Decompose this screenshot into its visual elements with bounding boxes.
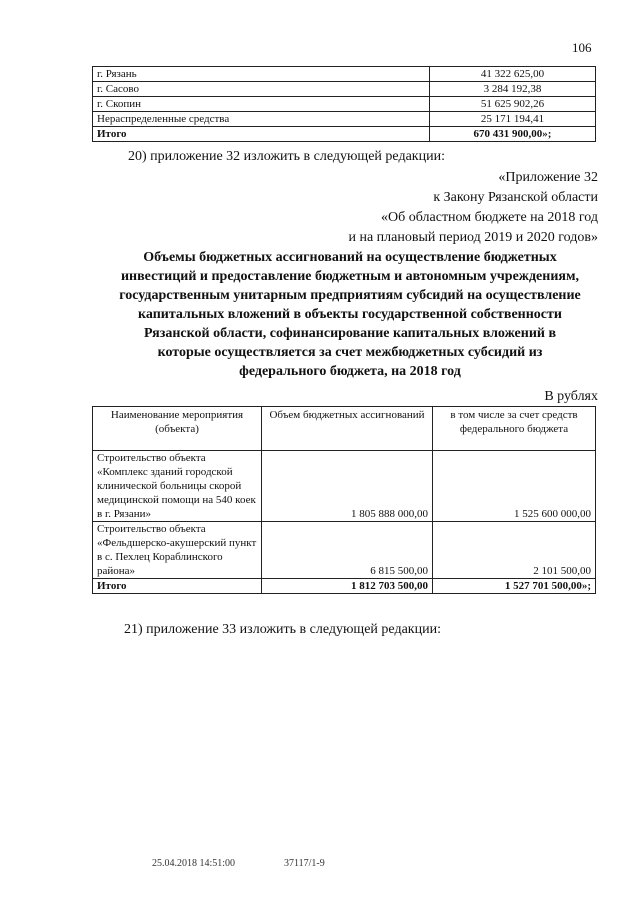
column-header-amount: Объем бюджетных ассигнований: [262, 407, 433, 451]
district-name: Нераспределенные средства: [93, 112, 430, 127]
total-amount: 670 431 900,00»;: [430, 127, 596, 142]
appendix-line: «Об областном бюджете на 2018 год: [381, 210, 598, 225]
district-amount: 25 171 194,41: [430, 112, 596, 127]
object-name: Строительство объекта «Фельдшерско-акушерский пункт в с. Пехлец Кораблинского района»: [93, 522, 262, 579]
instruction-21: 21) приложение 33 изложить в следующей редакции:: [124, 622, 441, 637]
footer-timestamp: 25.04.2018 14:51:00: [152, 858, 236, 869]
column-header-federal: в том числе за счет средств федерального бюджета: [433, 407, 596, 451]
footer-doc-code: 37117/1-9: [284, 858, 325, 869]
object-federal-amount: 2 101 500,00: [433, 522, 596, 579]
title-line: государственным унитарным предприятиям субсидий на осуществление: [119, 288, 581, 303]
table-row: [93, 112, 596, 127]
table-header-row: [93, 407, 596, 451]
table-row: [93, 451, 596, 522]
title-line: Объемы бюджетных ассигнований на осуществление бюджетных: [143, 250, 557, 265]
document-title: [70, 248, 630, 381]
total-row: [93, 127, 596, 142]
investment-table: [92, 406, 596, 594]
total-federal-amount: 1 527 701 500,00»;: [433, 579, 596, 594]
title-line: капитальных вложений в объекты государственной собственности: [138, 307, 562, 322]
object-amount: 1 805 888 000,00: [262, 451, 433, 522]
district-amount: 3 284 192,38: [430, 82, 596, 97]
total-amount: 1 812 703 500,00: [262, 579, 433, 594]
units-label: В рублях: [544, 389, 598, 404]
object-federal-amount: 1 525 600 000,00: [433, 451, 596, 522]
title-line: Рязанской области, софинансирование капитальных вложений в: [143, 326, 557, 341]
district-amount: 51 625 902,26: [430, 97, 596, 112]
appendix-line: к Закону Рязанской области: [433, 190, 598, 205]
total-row: [93, 579, 596, 594]
object-amount: 6 815 500,00: [262, 522, 433, 579]
district-allocation-table: [92, 66, 596, 142]
title-line: инвестиций и предоставление бюджетным и автономным учреждениям,: [120, 269, 579, 284]
district-name: г. Скопин: [93, 97, 430, 112]
total-label: Итого: [93, 579, 262, 594]
district-name: г. Сасово: [93, 82, 430, 97]
title-line: федерального бюджета, на 2018 год: [239, 364, 461, 379]
appendix-line: и на плановый период 2019 и 2020 годов»: [348, 230, 598, 245]
appendix-line: «Приложение 32: [498, 170, 598, 185]
column-header-name: Наименование мероприятия (объекта): [93, 407, 262, 451]
object-name: Строительство объекта «Комплекс зданий городской клинической больницы скорой медицинской помощи на 540 коек в г. Рязани»: [93, 451, 262, 522]
title-line: которые осуществляется за счет межбюджетных субсидий из: [157, 345, 543, 360]
table-row: [93, 97, 596, 112]
total-label: Итого: [93, 127, 430, 142]
table-row: [93, 522, 596, 579]
district-name: г. Рязань: [93, 67, 430, 82]
table-row: [93, 67, 596, 82]
instruction-20: 20) приложение 32 изложить в следующей редакции:: [128, 149, 445, 164]
district-amount: 41 322 625,00: [430, 67, 596, 82]
page-number: 106: [572, 40, 592, 55]
appendix-header: [348, 168, 598, 248]
table-row: [93, 82, 596, 97]
